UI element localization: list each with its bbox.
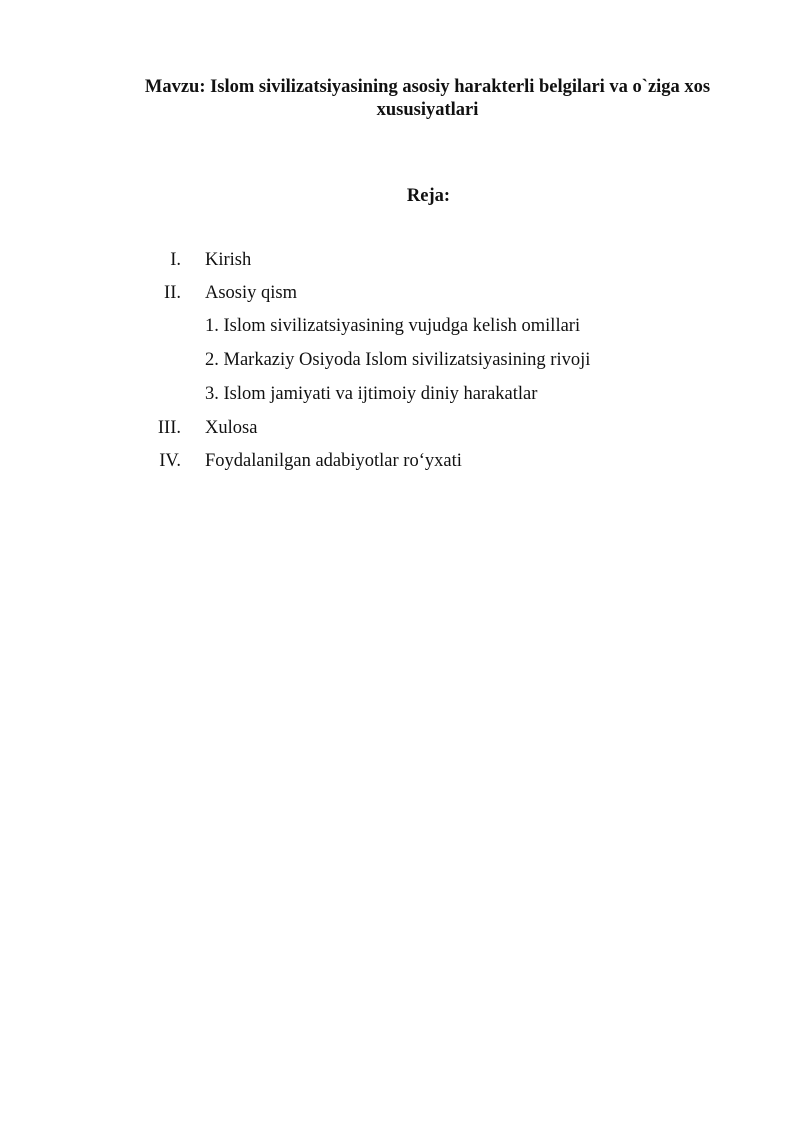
outline-text: Asosiy qism — [205, 283, 298, 303]
outline-item — [0, 248, 800, 272]
outline-numeral: IV. — [159, 451, 181, 471]
document-title: Mavzu: Islom sivilizatsiyasining asosiy harakterli belgilari va o`ziga xos xususiyatlari — [144, 77, 711, 120]
outline-text: 2. Markaziy Osiyoda Islom sivilizatsiyasining rivoji — [205, 350, 591, 370]
outline-item — [0, 416, 800, 440]
outline-numeral: II. — [164, 283, 181, 303]
outline-numeral: I. — [170, 250, 181, 270]
outline-text: Kirish — [205, 250, 252, 270]
outline-text: 3. Islom jamiyati va ijtimoiy diniy harakatlar — [205, 384, 538, 404]
outline-subitem — [0, 348, 800, 372]
outline-text: Xulosa — [205, 418, 258, 438]
outline-text: 1. Islom sivilizatsiyasining vujudga kelish omillari — [205, 316, 581, 336]
plan-heading: Reja: — [406, 186, 451, 206]
outline-item — [0, 281, 800, 305]
outline-text: Foydalanilgan adabiyotlar ro‘yxati — [205, 451, 462, 471]
outline-numeral: III. — [157, 418, 181, 438]
outline-subitem — [0, 314, 800, 338]
outline-subitem — [0, 382, 800, 406]
outline-item — [0, 449, 800, 473]
